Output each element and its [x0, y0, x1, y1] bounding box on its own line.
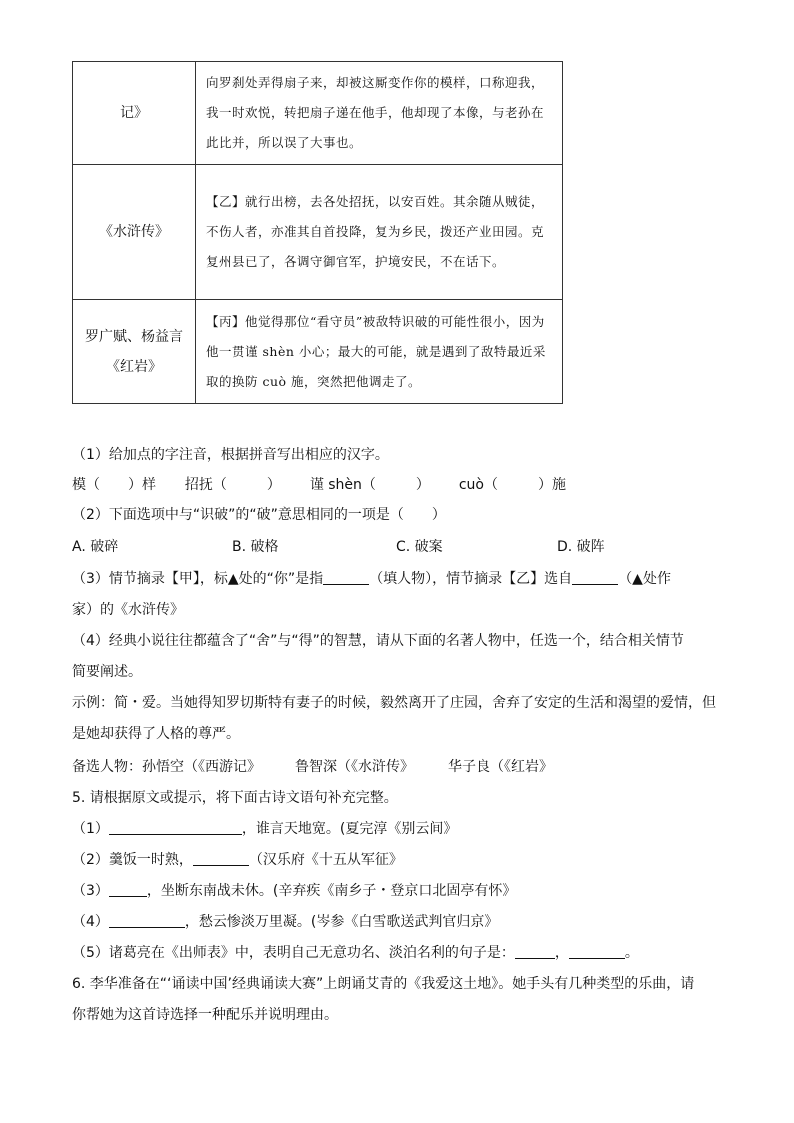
- q6-line-1: 6. 李华准备在“‘诵读中国’经典诵读大赛”上朗诵艾青的《我爱这土地》。她手头有几种类型的乐曲，请: [72, 976, 695, 992]
- q4-prompt-line-2: 简要阐述。: [72, 664, 142, 680]
- q2-prompt: （2）下面选项中与“识破”的“破”意思相同的一项是（ ）: [72, 507, 446, 523]
- book-title: 《水浒传》: [99, 224, 169, 240]
- answer-blank: [109, 881, 147, 897]
- q4-example-line-2: 是她却获得了人格的尊严。: [72, 726, 240, 742]
- q5-item-4: （4） ，愁云惨淡万里凝。(岑参《白雪歌送武判官归京》: [72, 914, 499, 930]
- q2-option-b: B. 破格: [232, 539, 279, 555]
- answer-blank: [109, 819, 242, 835]
- book-title-cell: [73, 300, 196, 404]
- q1-prompt: （1）给加点的字注音，根据拼音写出相应的汉字。: [72, 447, 389, 463]
- q1-item: 模（ ）样: [72, 477, 156, 493]
- answer-blank: [193, 850, 249, 866]
- q4-example-line-1: 示例：简・爱。当她得知罗切斯特有妻子的时候，毅然离开了庄园，舍弃了安定的生活和渴望的爱情，但: [72, 695, 716, 711]
- q5-title: 5. 请根据原文或提示，将下面古诗文语句补充完整。: [72, 790, 398, 806]
- book-title-cell: [73, 62, 196, 165]
- choice-sun-wukong: 孙悟空（《西游记》: [142, 759, 261, 775]
- q3-line-2: 家）的《水浒传》: [72, 602, 184, 618]
- q5-item-2: （2）羹饭一时熟， （汉乐府《十五从军征》: [72, 852, 403, 868]
- book-title: 记》: [120, 105, 148, 121]
- q2-option-d: D. 破阵: [557, 539, 605, 555]
- q2-option-c: C. 破案: [396, 539, 443, 555]
- choice-lu-zhishen: 鲁智深（《水浒传》: [295, 759, 414, 775]
- q2-option-a: A. 破碎: [72, 539, 119, 555]
- answer-blank: [109, 912, 185, 928]
- q6-line-2: 你帮她为这首诗选择一种配乐并说明理由。: [72, 1007, 338, 1023]
- answer-blank: [515, 943, 555, 959]
- q1-item: 谨 shèn（ ）: [309, 477, 430, 493]
- q1-item: cuò（ ）施: [458, 477, 566, 493]
- book-title-cell: [73, 165, 196, 300]
- q4-choices: 备选人物：孙悟空（《西游记》 鲁智深（《水浒传》 华子良（《红岩》: [72, 759, 553, 775]
- excerpt-table: [72, 61, 563, 404]
- excerpt-cell: 【乙】就行出榜，去各处招抚，以安百姓。其余随从贼徒，不伤人者，亦准其自首投降，复为乡民，拨还产业田园。克复州县已了，各调守御官军，护境安民，不在话下。: [196, 165, 563, 300]
- excerpt-cell: 【丙】他觉得那位“看守员”被敌特识破的可能性很小，因为他一贯谨 shèn 小心；最大的可能，就是遇到了敌特最近采取的换防 cuò 施，突然把他调走了。: [196, 300, 563, 404]
- table-row: [73, 165, 563, 300]
- choice-hua-ziliang: 华子良（《红岩》: [448, 759, 553, 775]
- answer-blank: [569, 943, 625, 959]
- answer-blank: [572, 569, 618, 585]
- q5-item-1: （1） ，谁言天地宽。(夏完淳《别云间》: [72, 821, 458, 837]
- answer-blank: [323, 569, 369, 585]
- excerpt-cell: 向罗刹处弄得扇子来，却被这厮变作你的模样，口称迎我，我一时欢悦，转把扇子递在他手，他却现了本像，与老孙在此比并，所以误了大事也。: [196, 62, 563, 165]
- q5-item-3: （3） ，坐断东南战未休。(辛弃疾《南乡子・登京口北固亭有怀》: [72, 883, 517, 899]
- table-row: [73, 300, 563, 404]
- book-title: 《红岩》: [106, 358, 162, 375]
- q1-items: [72, 475, 732, 495]
- book-author: 罗广赋、杨益言: [85, 328, 183, 345]
- q3-line-1: （3）情节摘录【甲】，标▲处的“你”是指 （填人物），情节摘录【乙】选自 （▲处作: [72, 571, 671, 587]
- q1-item: 招抚（ ）: [184, 477, 281, 493]
- table-row: [73, 62, 563, 165]
- q4-prompt-line-1: （4）经典小说往往都蕴含了“舍”与“得”的智慧，请从下面的名著人物中，任选一个，结合相关情节: [72, 633, 684, 649]
- q5-item-5: （5）诸葛亮在《出师表》中，表明自己无意功名、淡泊名利的句子是： ， 。: [72, 945, 639, 961]
